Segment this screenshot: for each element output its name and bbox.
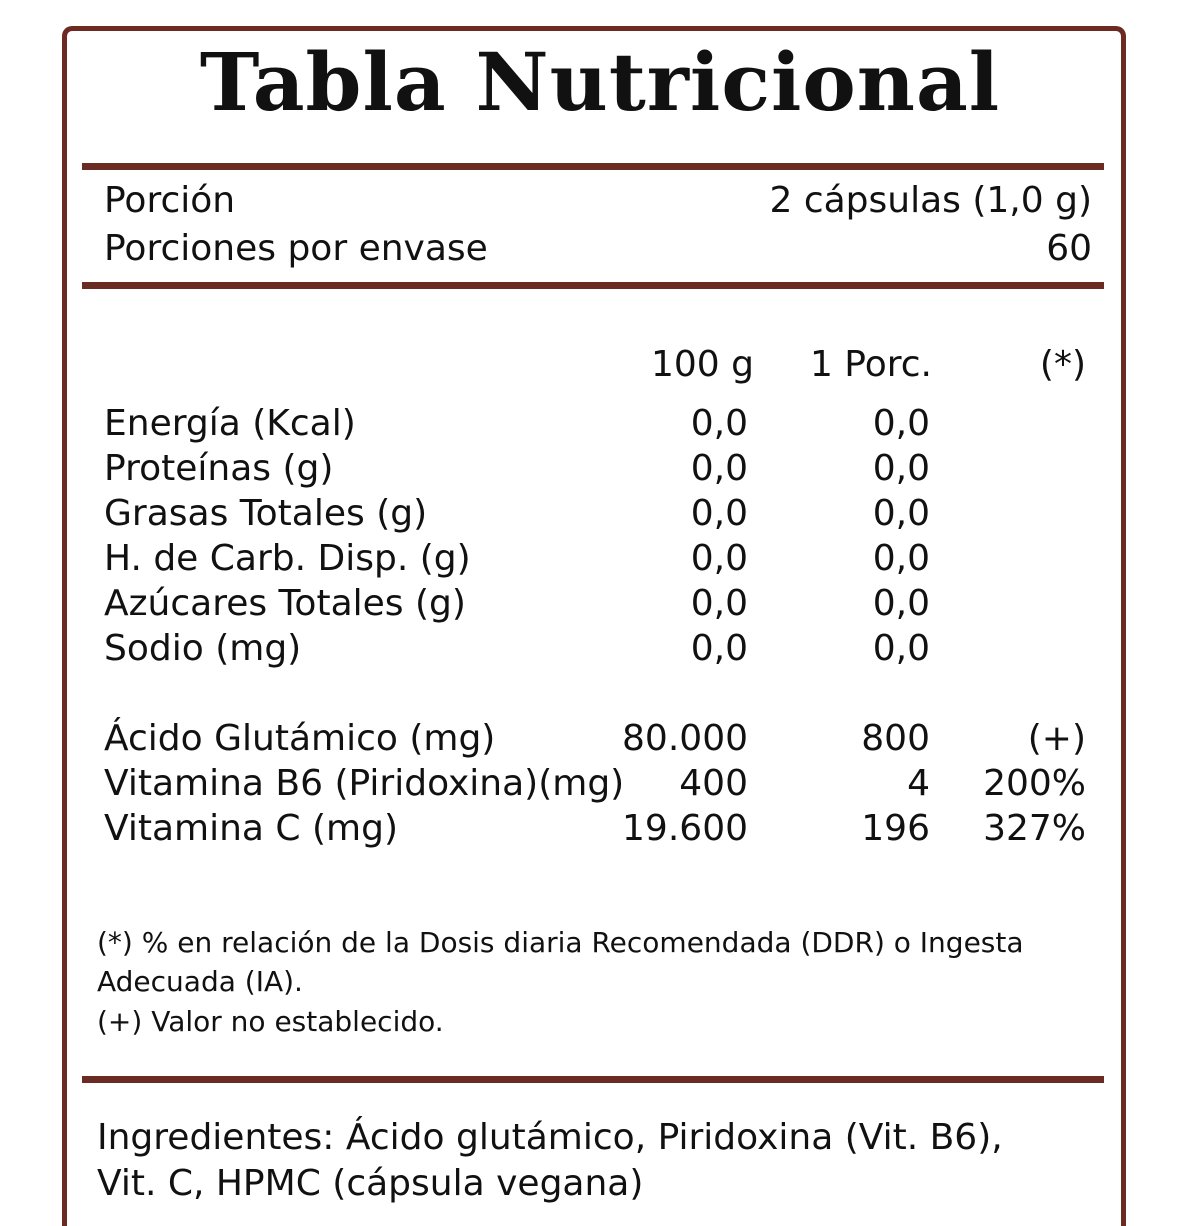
divider-top: [82, 163, 1104, 170]
nutrient-name: Grasas Totales (g): [104, 493, 428, 534]
nutrient-per-portion: 0,0: [872, 448, 930, 489]
footnote-ddr: (*) % en relación de la Dosis diaria Recomendada (DDR) o Ingesta: [97, 926, 1024, 959]
footnote-not-established: (+) Valor no establecido.: [97, 1005, 444, 1038]
ingredients-line-2: Vit. C, HPMC (cápsula vegana): [97, 1163, 644, 1204]
active-name: Vitamina B6 (Piridoxina)(mg): [104, 763, 625, 804]
active-per100: 80.000: [622, 718, 748, 759]
column-header-per100: 100 g: [650, 344, 754, 385]
per-container-value: 60: [1046, 228, 1092, 269]
nutrient-per-portion: 0,0: [872, 538, 930, 579]
nutrient-name: H. de Carb. Disp. (g): [104, 538, 471, 579]
column-header-pct: (*): [1039, 344, 1086, 385]
portion-label: Porción: [104, 180, 236, 221]
active-name: Ácido Glutámico (mg): [104, 718, 496, 759]
footnote-ddr-cont: Adecuada (IA).: [97, 965, 303, 998]
active-name: Vitamina C (mg): [104, 808, 398, 849]
divider-serving: [82, 282, 1104, 289]
nutrient-name: Proteínas (g): [104, 448, 334, 489]
nutrient-per-portion: 0,0: [872, 628, 930, 669]
portion-value: 2 cápsulas (1,0 g): [769, 180, 1092, 221]
page-title: Tabla Nutricional: [199, 35, 1001, 129]
nutrient-per100: 0,0: [690, 493, 748, 534]
active-pct: 327%: [983, 808, 1086, 849]
nutrient-per100: 0,0: [690, 403, 748, 444]
nutrient-per-portion: 0,0: [872, 583, 930, 624]
active-per100: 400: [679, 763, 748, 804]
nutrient-per-portion: 0,0: [872, 493, 930, 534]
active-per100: 19.600: [622, 808, 748, 849]
nutrient-per100: 0,0: [690, 583, 748, 624]
nutrient-name: Azúcares Totales (g): [104, 583, 466, 624]
divider-ingredients: [82, 1076, 1104, 1083]
nutrient-per100: 0,0: [690, 538, 748, 579]
active-pct: (+): [1027, 718, 1086, 759]
nutrient-per100: 0,0: [690, 628, 748, 669]
per-container-label: Porciones por envase: [104, 228, 488, 269]
ingredients-line-1: Ingredientes: Ácido glutámico, Piridoxina (Vit. B6),: [97, 1117, 1003, 1158]
active-per-portion: 800: [861, 718, 930, 759]
nutrient-per-portion: 0,0: [872, 403, 930, 444]
column-header-per-portion: 1 Porc.: [809, 344, 932, 385]
nutrient-per100: 0,0: [690, 448, 748, 489]
nutrient-name: Sodio (mg): [104, 628, 302, 669]
active-per-portion: 4: [907, 763, 930, 804]
active-per-portion: 196: [861, 808, 930, 849]
active-pct: 200%: [983, 763, 1086, 804]
nutrient-name: Energía (Kcal): [104, 403, 356, 444]
